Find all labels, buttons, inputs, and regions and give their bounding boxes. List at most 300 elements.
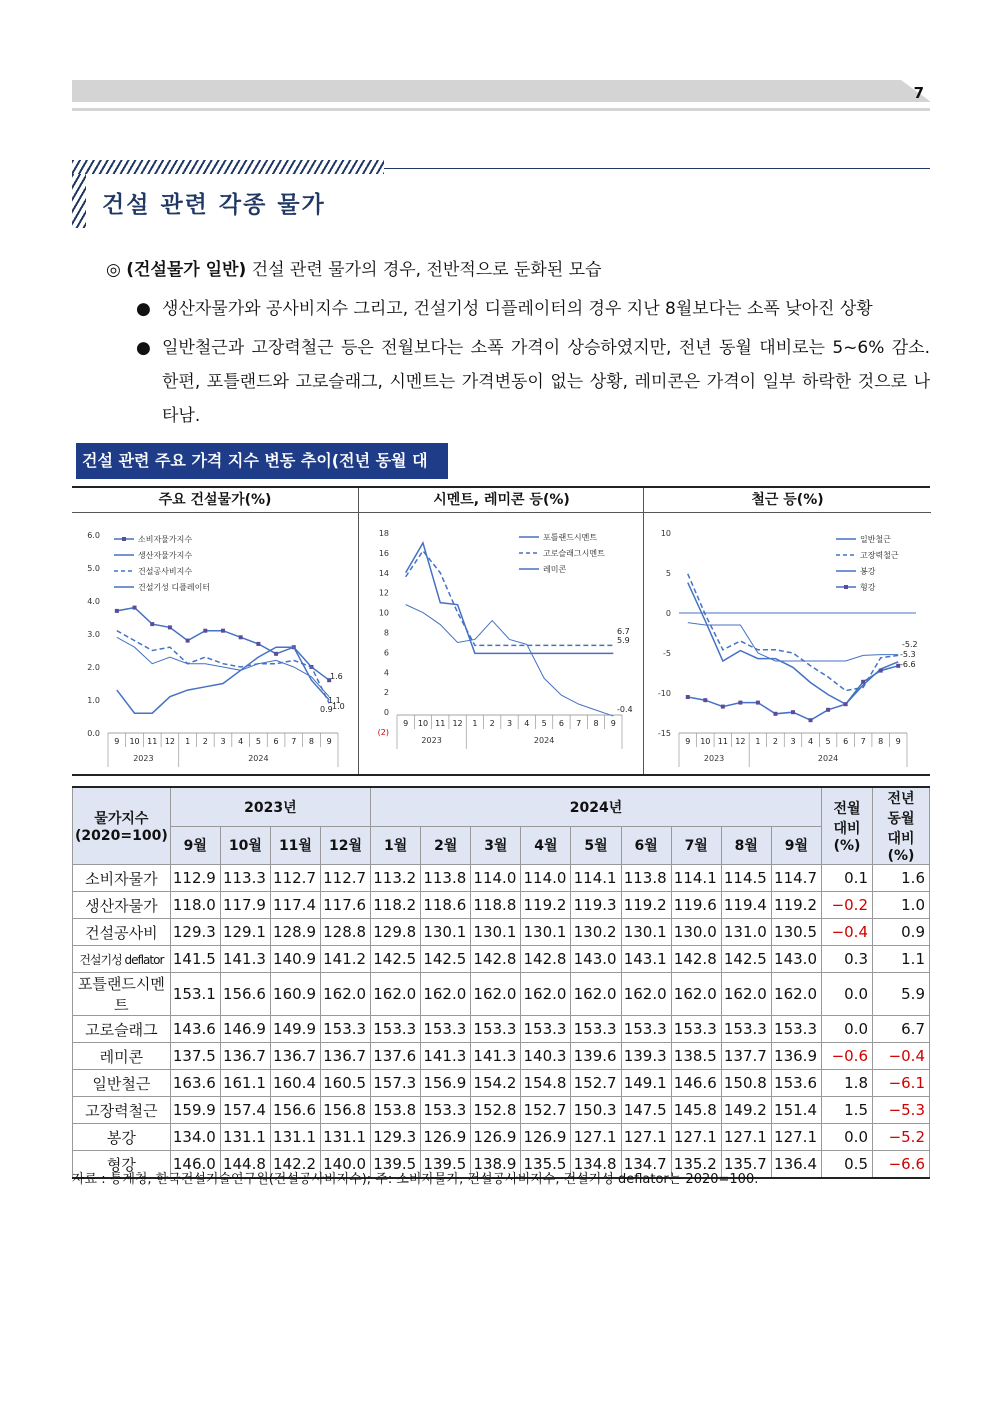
- x-tick-label: 3: [506, 719, 513, 728]
- index-cell: 114.0: [521, 865, 571, 892]
- index-cell: 117.6: [321, 892, 371, 919]
- table-row: [73, 892, 930, 919]
- index-cell: 142.5: [421, 946, 471, 973]
- data-point: [703, 698, 707, 702]
- index-cell: 162.0: [371, 973, 421, 1016]
- index-cell: 129.8: [371, 919, 421, 946]
- x-tick-label: 6: [558, 719, 564, 728]
- index-cell: 118.8: [471, 892, 521, 919]
- bullet-item: [136, 331, 930, 433]
- index-cell: 138.9: [471, 1151, 521, 1179]
- chart-2: [359, 513, 644, 773]
- index-cell: 131.1: [321, 1124, 371, 1151]
- mom-cell: 0.3: [822, 946, 873, 973]
- mom-cell: 1.8: [822, 1070, 873, 1097]
- index-cell: 130.1: [471, 919, 521, 946]
- source-note: 자료 : 통계청, 한국건설기술연구원(건설공사비지수); 주: 소비자물가, 건설공사비지수, 건설기성 deflator는 2020=100.: [72, 1172, 759, 1187]
- month-header: 11월: [270, 826, 320, 864]
- index-cell: 149.9: [270, 1016, 320, 1043]
- main-point: [106, 253, 602, 287]
- header-line: 전월: [833, 801, 861, 817]
- index-cell: 114.1: [571, 865, 621, 892]
- index-cell: 146.0: [170, 1151, 220, 1179]
- x-tick-label: 12: [164, 737, 176, 746]
- index-cell: 126.9: [471, 1124, 521, 1151]
- data-point: [221, 629, 225, 633]
- index-cell: 142.2: [270, 1151, 320, 1179]
- index-cell: 153.3: [621, 1016, 671, 1043]
- header-line: 대비(%): [833, 821, 861, 854]
- index-cell: 146.9: [220, 1016, 270, 1043]
- yoy-cell: 1.0: [873, 892, 930, 919]
- y-tick-label: 4.0: [87, 597, 100, 606]
- data-point: [115, 609, 119, 613]
- index-cell: 119.4: [721, 892, 771, 919]
- figure-title: 건설 관련 주요 가격 지수 변동 추이(전년 동월 대비): [76, 443, 448, 479]
- index-cell: 139.5: [421, 1151, 471, 1179]
- index-cell: 134.8: [571, 1151, 621, 1179]
- row-label: 일반철근: [73, 1070, 171, 1097]
- index-cell: 141.5: [170, 946, 220, 973]
- x-tick-label: 9: [403, 719, 409, 728]
- series-line: [406, 543, 614, 653]
- data-label: 1.1: [328, 696, 341, 705]
- index-cell: 156.9: [421, 1070, 471, 1097]
- index-cell: 140.0: [321, 1151, 371, 1179]
- y-tick-label: 0: [383, 708, 389, 718]
- chart-3: [644, 513, 931, 773]
- index-cell: 127.1: [721, 1124, 771, 1151]
- x-tick-label: 3: [220, 737, 226, 746]
- yoy-cell: −5.2: [873, 1124, 930, 1151]
- index-cell: 136.9: [771, 1043, 821, 1070]
- index-cell: 112.7: [270, 865, 320, 892]
- x-tick-label: 9: [895, 737, 901, 746]
- mom-cell: 0.0: [822, 1124, 873, 1151]
- mom-cell: −0.4: [822, 919, 873, 946]
- y-tick-label: 4: [383, 668, 389, 678]
- mom-header: [822, 787, 873, 865]
- figure-charts: [72, 486, 930, 776]
- yoy-cell: 1.1: [873, 946, 930, 973]
- x-tick-label: 8: [878, 737, 884, 746]
- mom-cell: −0.2: [822, 892, 873, 919]
- x-tick-label: 9: [685, 737, 691, 746]
- index-cell: 142.8: [671, 946, 721, 973]
- header-line: 전년: [887, 791, 915, 807]
- month-header: 6월: [621, 826, 671, 864]
- row-label: 봉강: [73, 1124, 171, 1151]
- row-label: 고로슬래그: [73, 1016, 171, 1043]
- index-cell: 143.6: [170, 1016, 220, 1043]
- month-header: 9월: [771, 826, 821, 864]
- index-cell: 137.6: [371, 1043, 421, 1070]
- index-cell: 129.3: [371, 1124, 421, 1151]
- x-tick-label: 11: [435, 719, 446, 728]
- y-tick-label: 1.0: [87, 696, 100, 705]
- chart-panel: [643, 488, 931, 774]
- legend-label: 고장력철근: [860, 551, 899, 560]
- data-point: [150, 622, 154, 626]
- index-cell: 114.1: [671, 865, 721, 892]
- x-tick-label: 7: [576, 719, 582, 728]
- mom-cell: 0.1: [822, 865, 873, 892]
- index-cell: 143.0: [571, 946, 621, 973]
- index-cell: 131.1: [270, 1124, 320, 1151]
- x-tick-label: 6: [843, 737, 849, 746]
- index-cell: 143.1: [621, 946, 671, 973]
- index-cell: 163.6: [170, 1070, 220, 1097]
- index-cell: 130.0: [671, 919, 721, 946]
- x-tick-label: 9: [610, 719, 616, 728]
- index-cell: 136.7: [220, 1043, 270, 1070]
- index-cell: 153.3: [671, 1016, 721, 1043]
- header-rule: [72, 108, 930, 111]
- row-label: 생산자물가: [73, 892, 171, 919]
- mom-cell: 0.0: [822, 973, 873, 1016]
- legend-label: 일반철근: [860, 535, 891, 544]
- y-tick-label: (2): [377, 728, 389, 737]
- y-tick-label: 0.0: [87, 729, 100, 738]
- index-cell: 112.9: [170, 865, 220, 892]
- y-tick-label: 5: [665, 569, 671, 578]
- x-tick-label: 1: [472, 719, 478, 728]
- month-header: 7월: [671, 826, 721, 864]
- index-cell: 137.5: [170, 1043, 220, 1070]
- index-cell: 153.3: [471, 1016, 521, 1043]
- x-tick-label: 3: [790, 737, 796, 746]
- index-cell: 119.2: [771, 892, 821, 919]
- x-tick-label: 2: [202, 737, 208, 746]
- data-point: [773, 712, 777, 716]
- main-point-label: (건설물가 일반): [126, 260, 247, 280]
- index-cell: 144.8: [220, 1151, 270, 1179]
- x-tick-label: 4: [524, 719, 530, 728]
- chart-title: 철근 등(%): [644, 488, 931, 513]
- chart-title: 주요 건설물가(%): [72, 488, 358, 513]
- index-cell: 162.0: [621, 973, 671, 1016]
- corner-line: 물가지수: [94, 811, 149, 827]
- data-label: 6.7: [617, 627, 630, 636]
- data-point: [809, 718, 813, 722]
- data-label: -0.4: [617, 705, 633, 714]
- row-label: 고장력철근: [73, 1097, 171, 1124]
- x-tick-label: 7: [291, 737, 297, 746]
- index-cell: 142.5: [721, 946, 771, 973]
- yoy-cell: −6.6: [873, 1151, 930, 1179]
- year-header-2024: 2024년: [371, 787, 822, 826]
- table-row: [73, 1070, 930, 1097]
- month-header: 12월: [321, 826, 371, 864]
- index-cell: 153.3: [321, 1016, 371, 1043]
- data-point: [844, 702, 848, 706]
- index-cell: 152.7: [521, 1097, 571, 1124]
- index-cell: 162.0: [471, 973, 521, 1016]
- y-tick-label: 10: [378, 608, 389, 618]
- y-tick-label: -10: [657, 689, 671, 698]
- index-cell: 134.7: [621, 1151, 671, 1179]
- legend-label: 고로슬래그시멘트: [543, 549, 605, 558]
- section-title: 건설 관련 각종 물가: [102, 192, 326, 218]
- index-cell: 119.6: [671, 892, 721, 919]
- index-cell: 138.5: [671, 1043, 721, 1070]
- year-label: 2023: [421, 736, 442, 745]
- index-cell: 152.8: [471, 1097, 521, 1124]
- table-row: [73, 973, 930, 1016]
- data-point: [274, 652, 278, 656]
- section-hatch-decoration: [72, 160, 384, 174]
- index-cell: 149.2: [721, 1097, 771, 1124]
- index-cell: 114.5: [721, 865, 771, 892]
- x-tick-label: 7: [860, 737, 866, 746]
- data-point: [791, 710, 795, 714]
- index-cell: 142.5: [371, 946, 421, 973]
- header-line: 동월: [887, 811, 915, 827]
- index-cell: 153.3: [771, 1016, 821, 1043]
- table-row: [73, 1124, 930, 1151]
- x-tick-label: 11: [717, 737, 728, 746]
- data-point: [168, 625, 172, 629]
- legend-marker: [122, 537, 126, 541]
- page-number: 7: [913, 84, 924, 102]
- index-cell: 140.3: [521, 1043, 571, 1070]
- row-label: 레미콘: [73, 1043, 171, 1070]
- mom-cell: 0.5: [822, 1151, 873, 1179]
- index-cell: 130.1: [521, 919, 571, 946]
- x-tick-label: 11: [147, 737, 158, 746]
- row-label: 형강: [73, 1151, 171, 1179]
- x-tick-label: 10: [417, 719, 429, 728]
- x-tick-label: 8: [308, 737, 315, 746]
- x-tick-label: 12: [735, 737, 746, 746]
- data-point: [861, 680, 865, 684]
- index-cell: 160.9: [270, 973, 320, 1016]
- legend-marker: [844, 585, 848, 589]
- x-tick-label: 1: [185, 737, 191, 746]
- index-cell: 141.3: [421, 1043, 471, 1070]
- y-tick-label: 6.0: [87, 531, 100, 540]
- index-cell: 113.8: [621, 865, 671, 892]
- legend-label: 건설공사비지수: [138, 567, 193, 576]
- y-tick-label: 3.0: [87, 630, 100, 639]
- legend-label: 생산자물가지수: [138, 551, 193, 560]
- header-bar: [72, 80, 930, 102]
- x-tick-label: 8: [593, 719, 599, 728]
- data-point: [826, 708, 830, 712]
- index-cell: 153.3: [371, 1016, 421, 1043]
- index-cell: 142.8: [471, 946, 521, 973]
- section-hatch-decoration-vertical: [72, 174, 86, 228]
- month-header-row: [73, 826, 930, 864]
- row-label: 건설기성 deflator: [73, 946, 171, 973]
- y-tick-label: 14: [378, 568, 389, 578]
- data-label: -5.2: [902, 640, 918, 649]
- index-cell: 159.9: [170, 1097, 220, 1124]
- yoy-cell: 0.9: [873, 919, 930, 946]
- month-header: 9월: [170, 826, 220, 864]
- index-cell: 136.7: [270, 1043, 320, 1070]
- mom-cell: 0.0: [822, 1016, 873, 1043]
- data-label: -6.6: [900, 660, 916, 669]
- yoy-cell: −6.1: [873, 1070, 930, 1097]
- legend-label: 건설기성 디플레이터: [138, 583, 211, 592]
- index-cell: 162.0: [321, 973, 371, 1016]
- index-cell: 135.2: [671, 1151, 721, 1179]
- bullet-text: 일반철근과 고장력철근 등은 전월보다는 소폭 가격이 상승하였지만, 전년 동월 대비로는 5~6% 감소. 한편, 포틀랜드와 고로슬래그, 시멘트는 가격변동이 없는 상황, 레미콘은 가격이 일부 하락한 것으로 나타남.: [162, 338, 930, 426]
- chart-panel: [72, 488, 358, 774]
- index-cell: 157.4: [220, 1097, 270, 1124]
- header-line: 대비(%): [887, 831, 915, 864]
- index-cell: 139.6: [571, 1043, 621, 1070]
- index-cell: 118.6: [421, 892, 471, 919]
- index-cell: 143.0: [771, 946, 821, 973]
- y-tick-label: 12: [378, 588, 389, 598]
- bullet-dot: ●: [136, 299, 151, 319]
- x-tick-label: 10: [700, 737, 711, 746]
- legend-label: 봉강: [860, 567, 876, 576]
- x-tick-label: 2: [772, 737, 779, 746]
- index-cell: 119.2: [521, 892, 571, 919]
- data-label: 1.0: [332, 702, 345, 711]
- index-cell: 113.8: [421, 865, 471, 892]
- index-cell: 151.4: [771, 1097, 821, 1124]
- yoy-cell: −0.4: [873, 1043, 930, 1070]
- x-tick-label: 5: [541, 719, 547, 728]
- year-label: 2024: [817, 754, 839, 763]
- index-cell: 153.3: [721, 1016, 771, 1043]
- year-label: 2024: [533, 736, 555, 745]
- year-header-2023: 2023년: [170, 787, 370, 826]
- data-point: [879, 669, 883, 673]
- index-cell: 117.4: [270, 892, 320, 919]
- index-cell: 135.5: [521, 1151, 571, 1179]
- index-cell: 153.3: [421, 1016, 471, 1043]
- data-label: 1.6: [330, 672, 343, 681]
- series-line: [117, 637, 329, 696]
- month-header: 2월: [421, 826, 471, 864]
- index-cell: 160.5: [321, 1070, 371, 1097]
- chart-panel: [358, 488, 644, 774]
- index-cell: 126.9: [521, 1124, 571, 1151]
- section-rule: [384, 168, 930, 169]
- x-tick-label: 2: [489, 719, 495, 728]
- index-cell: 127.1: [771, 1124, 821, 1151]
- index-cell: 141.3: [471, 1043, 521, 1070]
- legend-label: 형강: [860, 583, 876, 592]
- index-cell: 118.0: [170, 892, 220, 919]
- index-cell: 147.5: [621, 1097, 671, 1124]
- table-row: [73, 946, 930, 973]
- legend-label: 포틀랜드시멘트: [543, 533, 598, 542]
- index-cell: 160.4: [270, 1070, 320, 1097]
- index-cell: 161.1: [220, 1070, 270, 1097]
- data-point: [738, 701, 742, 705]
- mom-cell: −0.6: [822, 1043, 873, 1070]
- x-tick-label: 10: [129, 737, 140, 746]
- index-cell: 141.3: [220, 946, 270, 973]
- y-tick-label: -15: [657, 729, 671, 738]
- yoy-cell: 5.9: [873, 973, 930, 1016]
- index-cell: 142.8: [521, 946, 571, 973]
- month-header: 4월: [521, 826, 571, 864]
- index-cell: 141.2: [321, 946, 371, 973]
- x-tick-label: 1: [755, 737, 761, 746]
- index-cell: 113.3: [220, 865, 270, 892]
- x-tick-label: 9: [114, 737, 120, 746]
- index-cell: 127.1: [621, 1124, 671, 1151]
- table-row: [73, 1043, 930, 1070]
- table-corner-header: [73, 787, 171, 865]
- data-point: [133, 606, 137, 610]
- y-tick-label: 8: [383, 628, 389, 638]
- index-cell: 113.2: [371, 865, 421, 892]
- index-cell: 156.6: [220, 973, 270, 1016]
- y-tick-label: 16: [378, 548, 389, 558]
- index-cell: 153.1: [170, 973, 220, 1016]
- index-cell: 136.4: [771, 1151, 821, 1179]
- bullet-text: 생산자물가와 공사비지수 그리고, 건설기성 디플레이터의 경우 지난 8월보다는 소폭 낮아진 상황: [162, 299, 873, 319]
- main-point-text: 건설 관련 물가의 경우, 전반적으로 둔화된 모습: [246, 260, 602, 280]
- index-cell: 156.6: [270, 1097, 320, 1124]
- index-cell: 153.3: [521, 1016, 571, 1043]
- data-label: -5.3: [900, 650, 916, 659]
- month-header: 5월: [571, 826, 621, 864]
- index-cell: 150.3: [571, 1097, 621, 1124]
- y-tick-label: 18: [378, 529, 389, 538]
- y-tick-label: 10: [660, 529, 671, 538]
- data-point: [756, 701, 760, 705]
- bullet-item: [136, 292, 930, 326]
- index-cell: 131.0: [721, 919, 771, 946]
- data-point: [721, 705, 725, 709]
- data-point: [203, 629, 207, 633]
- row-label: 포틀랜드시멘트: [73, 973, 171, 1016]
- yoy-cell: 1.6: [873, 865, 930, 892]
- data-label: 0.9: [320, 705, 333, 714]
- index-cell: 114.0: [471, 865, 521, 892]
- index-cell: 130.1: [421, 919, 471, 946]
- x-tick-label: 4: [238, 737, 244, 746]
- data-point: [186, 639, 190, 643]
- year-label: 2023: [703, 754, 725, 763]
- yoy-header: [873, 787, 930, 865]
- series-line: [406, 551, 614, 646]
- index-cell: 162.0: [571, 973, 621, 1016]
- data-label: 5.9: [617, 636, 630, 645]
- index-cell: 127.1: [671, 1124, 721, 1151]
- index-cell: 162.0: [421, 973, 471, 1016]
- index-cell: 135.7: [721, 1151, 771, 1179]
- row-label: 소비자물가: [73, 865, 171, 892]
- index-cell: 128.8: [321, 919, 371, 946]
- index-cell: 162.0: [721, 973, 771, 1016]
- month-header: 8월: [721, 826, 771, 864]
- chart-1: [72, 513, 358, 773]
- index-cell: 157.3: [371, 1070, 421, 1097]
- yoy-cell: −5.3: [873, 1097, 930, 1124]
- corner-line: (2020=100): [75, 828, 168, 844]
- index-cell: 153.3: [571, 1016, 621, 1043]
- index-cell: 129.3: [170, 919, 220, 946]
- index-cell: 139.3: [621, 1043, 671, 1070]
- index-cell: 149.1: [621, 1070, 671, 1097]
- index-cell: 130.5: [771, 919, 821, 946]
- x-tick-label: 5: [825, 737, 831, 746]
- index-cell: 126.9: [421, 1124, 471, 1151]
- table-row: [73, 1097, 930, 1124]
- month-header: 10월: [220, 826, 270, 864]
- table-row: [73, 1016, 930, 1043]
